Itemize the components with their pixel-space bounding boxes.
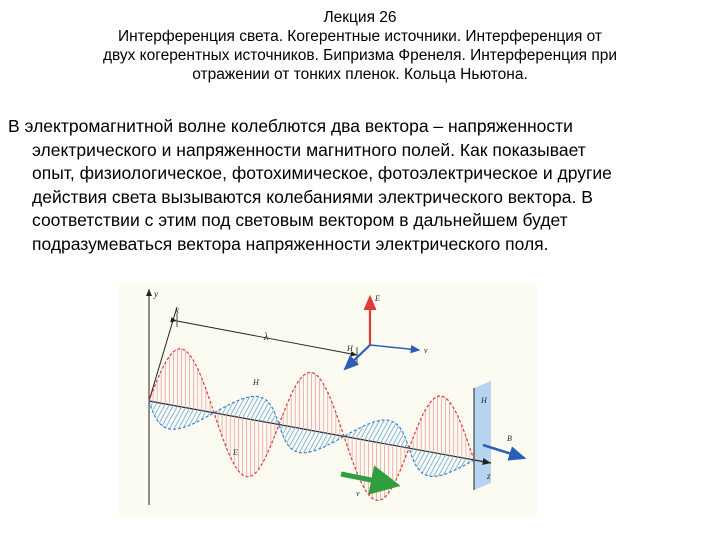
z-axis-label: x (175, 305, 179, 315)
magnetic-hatch-line (308, 432, 319, 452)
magnetic-hatch-line (275, 420, 277, 424)
lecture-title-line-2: двух когерентных источников. Бипризма Френеля. Интерференция при (102, 47, 618, 64)
magnetic-hatch-line (287, 428, 296, 444)
velocity-label: v (356, 489, 360, 498)
paragraph-line-4: действия света вызываются колебаниями электрического вектора. В (32, 186, 593, 207)
magnetic-hatch-line (271, 415, 276, 423)
lecture-title-line-1: Интерференция света. Когерентные источники. Интерференция от (117, 28, 603, 45)
electric-field-hatching (149, 349, 474, 500)
magnetic-hatch-line (292, 429, 303, 449)
magnetic-hatch-line (449, 457, 458, 473)
paragraph-line-2: электрического и напряженности магнитного полей. Как показывает (32, 139, 586, 160)
magnetic-hatch-line (417, 451, 426, 467)
magnetic-hatch-line (263, 406, 272, 422)
paragraph-line-1: В электромагнитной волне колеблются два вектора – напряженности (8, 116, 573, 136)
magnetic-hatch-line (234, 398, 244, 416)
wavelength-label: λ (264, 332, 269, 343)
magnetic-hatch-line (255, 400, 266, 420)
magnetic-hatch-line (422, 453, 433, 473)
z-axis-line (149, 307, 177, 401)
lecture-header (60, 8, 660, 84)
h-vector-label: H (347, 344, 353, 353)
magnetic-hatch-line (259, 403, 269, 421)
magnetic-hatch-line (314, 433, 324, 451)
poynting-label: B (507, 434, 512, 443)
magnetic-hatch-line (419, 452, 429, 470)
lecture-number: Лекция 26 (323, 9, 397, 26)
magnetic-hatch-line (282, 426, 287, 434)
magnetic-hatch-line (438, 456, 449, 476)
e-vector-label-wave: E (233, 448, 238, 457)
magnetic-hatch-line (444, 456, 454, 474)
paragraph-line-5: соответствии с этим под световым вектором в дальнейшем будет (32, 210, 568, 230)
h-vector-label-wave: H (253, 378, 259, 387)
paragraph-line-6: подразумеваться вектора напряженности электрического поля. (32, 233, 549, 254)
magnetic-hatch-line (401, 438, 406, 446)
magnetic-hatch-line (152, 402, 157, 410)
magnetic-hatch-line (393, 430, 402, 446)
magnetic-hatch-line (151, 402, 153, 406)
magnetic-hatch-line (389, 426, 399, 444)
magnetic-hatch-line (364, 422, 374, 440)
paragraph-line-3: опыт, физиологическое, фотохимическое, фотоэлектрическое и другие (32, 163, 612, 183)
v-vector-label: v (424, 346, 428, 355)
magnetic-hatch-line (411, 449, 413, 453)
propagation-axis-label: z (487, 471, 491, 481)
magnetic-hatch-line (159, 405, 169, 423)
e-vector-label: E (375, 294, 380, 303)
h-vector-label-right: H (481, 396, 487, 405)
magnetic-hatch-line (412, 450, 417, 458)
y-axis-label: y (154, 289, 158, 299)
em-wave-diagram (119, 283, 537, 517)
em-wave-figure (119, 283, 537, 517)
magnetic-hatch-line (281, 425, 283, 429)
lecture-title-line-3: отражении от тонких пленок. Кольца Ньютона. (192, 66, 528, 83)
magnetic-hatch-line (184, 409, 194, 427)
v-vector-arrow (370, 345, 419, 350)
magnetic-hatch-line (238, 397, 249, 417)
magnetic-hatch-line (289, 428, 299, 446)
magnetic-hatch-line (385, 423, 396, 443)
body-paragraph (0, 115, 715, 256)
magnetic-hatch-line (405, 443, 407, 447)
magnetic-hatch-line (157, 404, 166, 420)
magnetic-hatch-line (162, 405, 173, 425)
